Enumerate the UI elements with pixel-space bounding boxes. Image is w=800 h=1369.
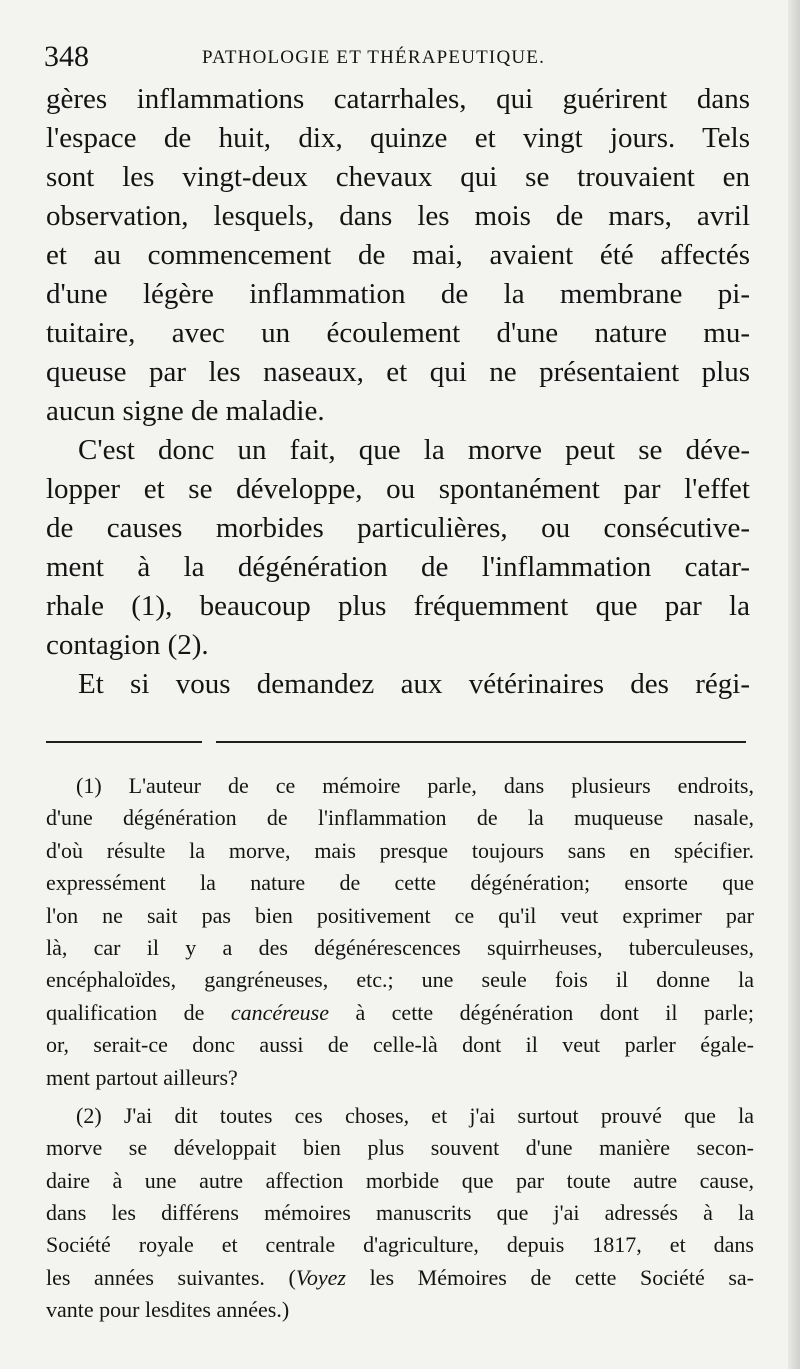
body-line: sont les vingt-deux chevaux qui se trouvaient en: [46, 161, 750, 193]
footnote-line: ment partout ailleurs?: [46, 1064, 238, 1090]
footnotes: [46, 770, 754, 1327]
footnote-text: les Mémoires de cette Société sa-: [345, 1264, 754, 1290]
footnote-rule-left: [46, 741, 202, 743]
footnote-1: [46, 770, 754, 1094]
page-edge: [788, 0, 800, 1369]
footnote-line: Société royale et centrale d'agriculture, depuis 1817, et dans: [46, 1232, 754, 1258]
page-header: [44, 40, 764, 76]
footnote-text: les années suivantes. (: [46, 1264, 296, 1290]
footnote-line: [46, 997, 754, 1029]
body-line: contagion (2).: [46, 629, 209, 661]
body-line: gères inflammations catarrhales, qui guérirent dans: [46, 83, 750, 115]
footnote-line: l'on ne sait pas bien positivement ce qu'il veut exprimer par: [46, 902, 754, 928]
page-number: 348: [44, 40, 89, 73]
footnote-line: (1) L'auteur de ce mémoire parle, dans plusieurs endroits,: [76, 773, 754, 798]
body-line: queuse par les naseaux, et qui ne présentaient plus: [46, 356, 750, 388]
footnote-line: daire à une autre affection morbide que par toute autre cause,: [46, 1167, 754, 1193]
italic-term: Voyez: [295, 1264, 346, 1290]
body-line: lopper et se développe, ou spontanément par l'effet: [46, 473, 750, 505]
body-line: observation, lesquels, dans les mois de mars, avril: [46, 200, 750, 232]
italic-term: cancéreuse: [230, 999, 329, 1025]
body-text: [46, 80, 750, 704]
footnote-line: (2) J'ai dit toutes ces choses, et j'ai surtout prouvé que la: [76, 1102, 754, 1128]
body-line: rhale (1), beaucoup plus fréquemment que par la: [46, 590, 750, 622]
body-line: et au commencement de mai, avaient été affectés: [46, 239, 750, 271]
footnote-text: qualification de: [46, 999, 231, 1025]
footnote-line: or, serait-ce donc aussi de celle-là dont il veut parler égale-: [46, 1032, 754, 1058]
footnote-line: [46, 1262, 754, 1294]
running-head: PATHOLOGIE ET THÉRAPEUTIQUE.: [202, 47, 546, 68]
body-line: ment à la dégénération de l'inflammation catar-: [46, 551, 750, 583]
footnote-line: là, car il y a des dégénérescences squirrheuses, tuberculeuses,: [46, 934, 754, 960]
body-line: aucun signe de maladie.: [46, 395, 325, 427]
body-line: Et si vous demandez aux vétérinaires des régi-: [78, 668, 750, 700]
footnote-line: vante pour lesdites années.): [46, 1297, 290, 1323]
footnote-line: d'une dégénération de l'inflammation de la muqueuse nasale,: [46, 805, 754, 831]
footnote-line: expressément la nature de cette dégénération; ensorte que: [46, 870, 754, 896]
footnote-line: dans les différens mémoires manuscrits que j'ai adressés à la: [46, 1200, 754, 1226]
body-line: l'espace de huit, dix, quinze et vingt jours. Tels: [46, 122, 750, 154]
body-line: tuitaire, avec un écoulement d'une nature mu-: [46, 317, 750, 349]
footnote-2: [46, 1100, 754, 1327]
footnote-line: d'où résulte la morve, mais presque toujours sans en spécifier.: [46, 837, 754, 863]
body-line: C'est donc un fait, que la morve peut se déve-: [78, 434, 750, 466]
footnote-text: à cette dégénération dont il parle;: [329, 999, 755, 1025]
body-line: d'une légère inflammation de la membrane pi-: [46, 278, 750, 310]
footnote-line: morve se développait bien plus souvent d'une manière secon-: [46, 1135, 754, 1161]
footnote-line: encéphaloïdes, gangréneuses, etc.; une seule fois il donne la: [46, 967, 754, 993]
body-line: de causes morbides particulières, ou consécutive-: [46, 512, 750, 544]
footnote-rule-right: [216, 741, 746, 743]
